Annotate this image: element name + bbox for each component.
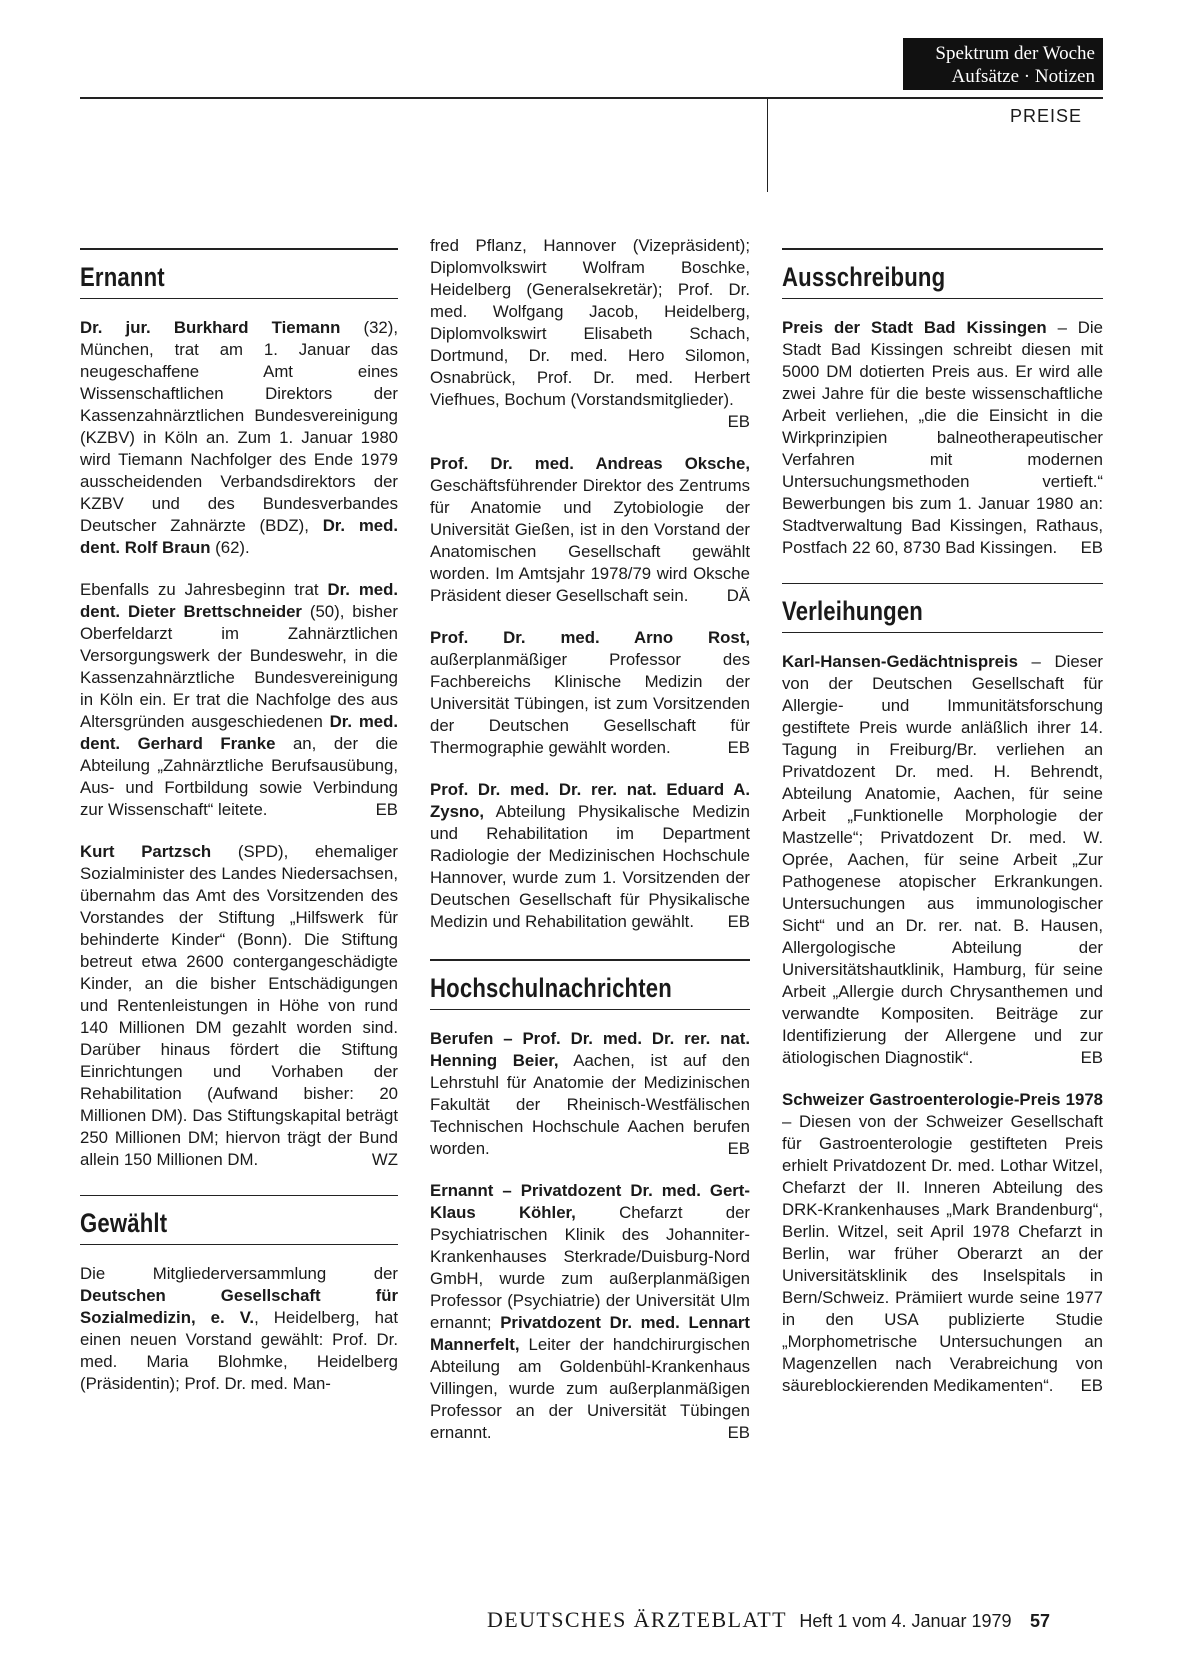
header-vertical-rule [767, 97, 768, 192]
author-signature: EB [375, 799, 398, 819]
article-sozialmedizin: Die Mitgliederversammlung der Deutschen Gesellschaft für Sozialmedizin, e. V., Heidelberg, hat einen neuen Vorstand gewählt: Prof. Dr. med. Maria Blohmke, Heidelberg (Präsidentin); Prof. Dr. med. Man- [80, 1264, 398, 1393]
heading-rule [782, 583, 1103, 585]
section-header-box [903, 38, 1103, 90]
heading-rule [430, 959, 750, 961]
column-3 [782, 248, 1103, 1417]
author-signature: EB [1080, 537, 1103, 557]
heading-underline [430, 1009, 750, 1010]
author-signature: EB [727, 1422, 750, 1442]
heading-rule [782, 248, 1103, 250]
heading-ernannt: Ernannt [80, 261, 165, 292]
article-partzsch: Kurt Partzsch (SPD), ehemaliger Sozialminister des Landes Niedersachsen, übernahm das Amt des Vorsitzenden des Vorstandes der Stiftung „Hilfswerk für behinderte Kinder“ (Bonn). Die Stiftung betreut etwa 2600 contergangeschädigte Kinder, an die bisher Entschädigungen und Rentenleistungen in Höhe von rund 140 Millionen DM gezahlt worden sind. Darüber hinaus fördert die Stiftung Einrichtungen und Vorhaben der Rehabilitation (Aufwand bisher: 20 Millionen DM). Das Stiftungskapital beträgt 250 Millionen DM; hiervon trägt der Bund allein 150 Millionen DM. WZ [80, 841, 398, 1169]
article-tiemann: Dr. jur. Burkhard Tiemann (32), München, trat am 1. Januar das neugeschaffene Amt eines Wissenschaftlichen Direktors der Kassenzahnärztlichen Bundesvereinigung (KZBV) in Köln an. Zum 1. Januar 1980 wird Tiemann Nachfolger des Ende 1979 ausscheidenden Verbandsdirektors der KZBV und des Bundesverbandes Deutscher Zahnärzte (BDZ), Dr. med. dent. Rolf Braun (62). [80, 317, 398, 557]
page-footer [487, 1607, 1103, 1633]
header-line-1: Spektrum der Woche [935, 43, 1095, 64]
author-signature: EB [1080, 1048, 1103, 1067]
article-koehler: Ernannt – Privatdozent Dr. med. Gert-Klaus Köhler, Chefarzt der Psychiatrischen Klinik des Johanniter-Krankenhauses Sterkrade/Duisburg-Nord GmbH, wurde zum außerplanmäßigen Professor (Psychiatrie) der Universität Ulm ernannt; Privatdozent Dr. med. Lennart Mannerfelt, Leiter der handchirurgischen Abteilung am Goldenbühl-Krankenhaus Villingen, wurde zum außerplanmäßigen Professor an der Universität Tübingen ernannt. EB [430, 1180, 750, 1442]
issue-info: Heft 1 vom 4. Januar 1979 [799, 1611, 1012, 1631]
heading-verleihungen: Verleihungen [782, 596, 924, 626]
article-rost: Prof. Dr. med. Arno Rost, außerplanmäßiger Professor des Fachbereichs Klinische Medizin der Universität Tübingen, ist zum Vorsitzenden der Deutschen Gesellschaft für Thermographie gewählt worden. EB [430, 628, 750, 757]
heading-underline [80, 1244, 398, 1245]
author-signature: WZ [371, 1149, 398, 1169]
heading-hochschulnachrichten: Hochschulnachrichten [430, 972, 672, 1003]
article-vorstand-cont: fred Pflanz, Hannover (Vizepräsident); Diplomvolkswirt Wolfram Boschke, Heidelberg (Generalsekretär); Prof. Dr. med. Wolfgang Jacob, Heidelberg, Diplomvolkswirt Elisabeth Schach, Dortmund, Dr. med. Hero Silomon, Osnabrück, Prof. Dr. med. Herbert Viefhues, Bochum (Vorstandsmitglieder). EB [430, 236, 750, 431]
heading-ausschreibung: Ausschreibung [782, 261, 946, 292]
header-line-2: Aufsätze · Notizen [951, 66, 1095, 87]
column-2 [430, 235, 750, 1464]
article-karl-hansen: Karl-Hansen-Gedächtnispreis – Dieser von der Deutschen Gesellschaft für Allergie- und Immunitätsforschung gestiftete Preis wurde anläßlich ihrer 14. Tagung in Freiburg/Br. verliehen an Privatdozent Dr. med. H. Behrendt, Abteilung Anatomie, Aachen, für seine Arbeit „Funktionelle Morphologie der Mastzelle“; Privatdozent Dr. med. W. Oprée, Aachen, für seine Arbeit „Zur Pathogenese atopischer Erkrankungen. Untersuchungen aus immunologischer Sicht“ und an Dr. rer. nat. B. Hausen, Allergologische Abteilung der Universitätshautklinik, Hamburg, für seine Arbeit „Allergie durch Chrysanthemen und verwandte Kompositen. Beiträge zur Identifizierung der Allergene und zur ätiologischen Diagnostik“. EB [782, 652, 1103, 1067]
article-beier: Berufen – Prof. Dr. med. Dr. rer. nat. Henning Beier, Aachen, ist auf den Lehrstuhl für Anatomie der Medizinischen Fakultät der Rheinisch-Westfälischen Technischen Hochschule Aachen berufen worden. EB [430, 1028, 750, 1158]
article-oksche: Prof. Dr. med. Andreas Oksche, Geschäftsführender Direktor des Zentrums für Anatomie und Zytobiologie der Universität Gießen, ist in den Vorstand der Anatomischen Gesellschaft gewählt worden. Im Amtsjahr 1978/79 wird Oksche Präsident dieser Gesellschaft sein. DÄ [430, 454, 750, 605]
heading-underline [782, 298, 1103, 299]
author-signature: DÄ [726, 586, 750, 605]
article-brettschneider: Ebenfalls zu Jahresbeginn trat Dr. med. dent. Dieter Brettschneider (50), bisher Oberfeldarzt im Zahnärztlichen Versorgungswerk der Bundeswehr, in die Kassenzahnärztliche Bundesvereinigung in Köln ein. Er trat die Nachfolge des aus Altersgründen ausgeschiedenen Dr. med. dent. Gerhard Franke an, der die Abteilung „Zahnärztliche Berufsausübung, Aus- und Fortbildung sowie Verbindung zur Wissenschaft“ leitete. EB [80, 579, 399, 819]
heading-underline [80, 298, 398, 299]
article-gastroenterologie: Schweizer Gastroenterologie-Preis 1978 – Diesen von der Schweizer Gesellschaft für Gastroenterologie gestifteten Preis erhielt Privatdozent Dr. med. Lothar Witzel, Chefarzt der II. Inneren Abteilung des DRK-Krankenhauses „Mark Brandenburg“, Berlin. Witzel, seit April 1978 Chefarzt in Berlin, war früher Oberarzt an der Universitätsklinik des Inselspitals in Bern/Schweiz. Prämiiert wurde seine 1977 in den USA publizierte Studie „Morphometrische Untersuchungen an Magenzellen nach Verabreichung von säureblockierenden Medikamenten“. EB [782, 1090, 1103, 1395]
heading-gewaehlt: Gewählt [80, 1208, 168, 1238]
article-bad-kissingen: Preis der Stadt Bad Kissingen – Die Stadt Bad Kissingen schreibt diesen mit 5000 DM dotierten Preis aus. Er wird alle zwei Jahre für die beste wissenschaftliche Arbeit verliehen, „die die Einsicht in die Wirkprinzipien balneotherapeutischer Verfahren mit modernen Untersuchungsmethoden vertieft.“ Bewerbungen bis zum 1. Januar 1980 an: Stadtverwaltung Bad Kissingen, Rathaus, Postfach 22 60, 8730 Bad Kissingen. EB [782, 317, 1103, 557]
author-signature: EB [727, 1138, 750, 1158]
column-1 [80, 248, 398, 1415]
page-number: 57 [1029, 1611, 1051, 1631]
author-signature: EB [727, 412, 750, 431]
author-signature: EB [727, 738, 750, 757]
author-signature: EB [727, 912, 750, 931]
heading-underline [782, 632, 1103, 633]
heading-rule [80, 1195, 398, 1197]
author-signature: EB [1080, 1376, 1103, 1395]
heading-rule [80, 248, 398, 250]
header-rule [80, 97, 1103, 99]
section-label: PREISE [1010, 106, 1083, 126]
magazine-name: DEUTSCHES ÄRZTEBLATT [487, 1607, 787, 1632]
article-zysno: Prof. Dr. med. Dr. rer. nat. Eduard A. Zysno, Abteilung Physikalische Medizin und Rehabilitation im Department Radiologie der Medizinischen Hochschule Hannover, wurde zum 1. Vorsitzenden der Deutschen Gesellschaft für Physikalische Medizin und Rehabilitation gewählt. EB [430, 780, 750, 931]
